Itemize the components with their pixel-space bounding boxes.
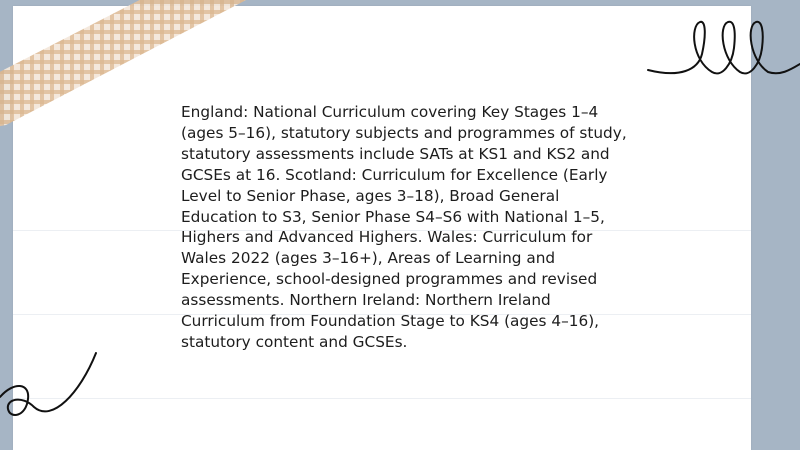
curl-scribble-icon [0, 345, 110, 435]
loop-scribble-icon [640, 14, 800, 94]
ruled-line [13, 398, 751, 399]
note-body-text: England: National Curriculum covering Key Stages 1–4 (ages 5–16), statutory subjects and programmes of study, statutory assessments include SATs at KS1 and KS2 and GCSEs at 16. Scotland: Curriculum for Excellence (Early Level to Senior Phase, ages 3–18), Broad General Education to S3, Senior Phase S4–S6 with National 1–5, Highers and Advanced Highers. Wales: Curriculum for Wales 2022 (ages 3–16+), Areas of Learning and Experience, school-designed programmes and revised assessments. Northern Ireland: Northern Ireland Curriculum from Foundation Stage to KS4 (ages 4–16), statutory content and GCSEs. [181, 103, 627, 351]
washi-tape-icon [0, 0, 250, 140]
